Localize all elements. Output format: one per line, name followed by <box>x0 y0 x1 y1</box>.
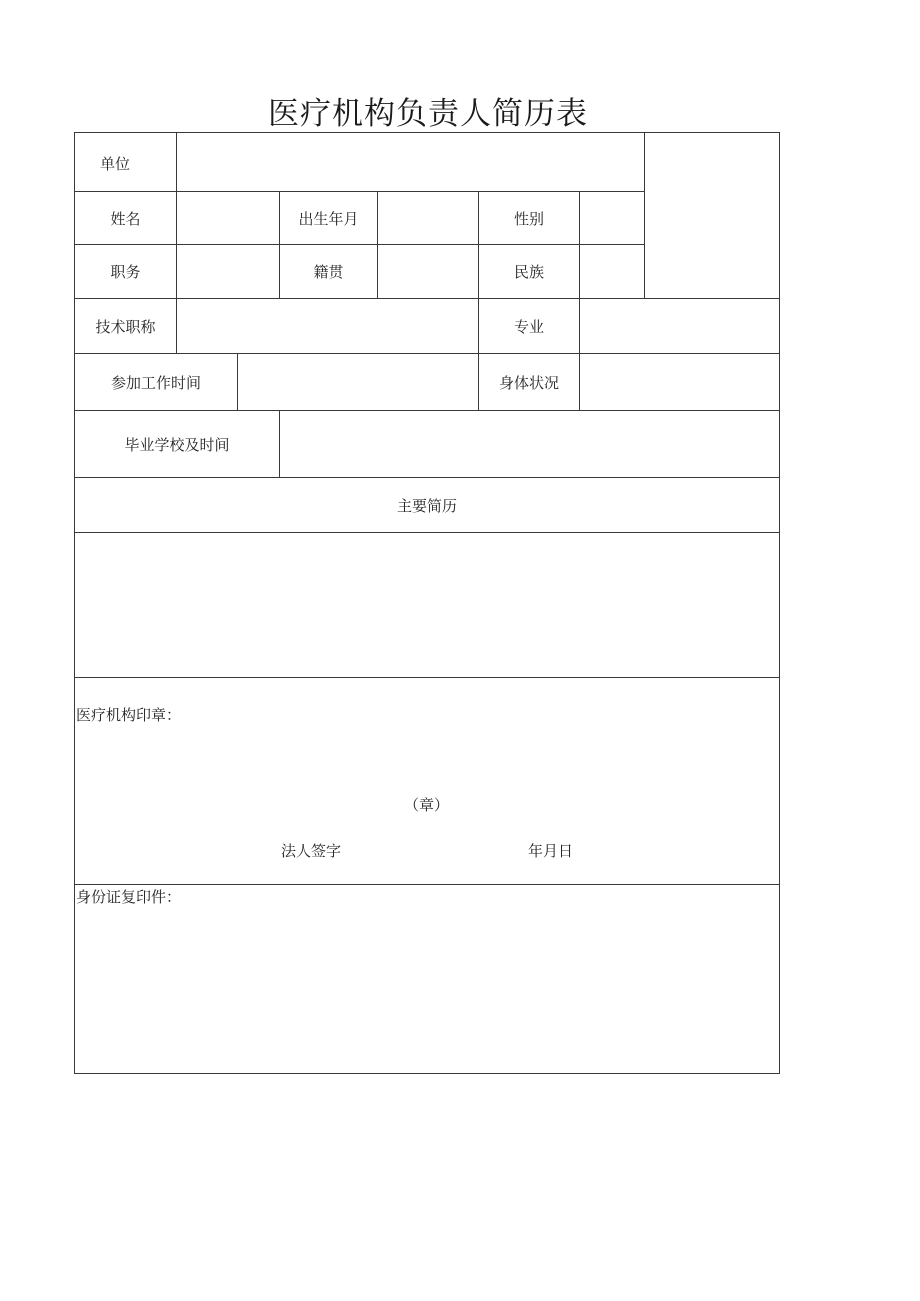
stamp-mark: （章） <box>404 796 450 814</box>
school-field[interactable] <box>280 411 779 477</box>
photo-area[interactable] <box>645 133 779 298</box>
tech-title-field[interactable] <box>177 299 478 353</box>
tech-title-label: 技术职称 <box>95 317 156 336</box>
date-label: 年月日 <box>528 842 574 860</box>
ethnicity-label: 民族 <box>513 263 544 281</box>
page-title: 医疗机构负责人简历表 <box>268 96 588 132</box>
stamp-label: 医疗机构印章： <box>76 706 182 724</box>
resume-header: 主要简历 <box>396 496 457 515</box>
native-place-field[interactable] <box>378 245 478 298</box>
position-field[interactable] <box>177 245 279 298</box>
major-label: 专业 <box>513 317 544 336</box>
gender-label: 性别 <box>513 209 544 228</box>
legal-sign-label: 法人签字 <box>281 842 342 860</box>
name-field[interactable] <box>177 192 279 244</box>
stamp-area[interactable] <box>75 678 779 884</box>
table-border-bottom <box>74 1073 780 1074</box>
birth-field[interactable] <box>378 192 478 244</box>
unit-field[interactable] <box>177 133 644 191</box>
gender-field[interactable] <box>580 192 644 244</box>
work-start-label: 参加工作时间 <box>110 373 201 392</box>
resume-field[interactable] <box>75 533 779 677</box>
native-place-label: 籍贯 <box>313 263 344 281</box>
table-border-right <box>779 132 780 1074</box>
health-field[interactable] <box>580 354 779 410</box>
birth-label: 出生年月 <box>298 209 359 228</box>
name-label: 姓名 <box>110 209 141 228</box>
major-field[interactable] <box>580 299 779 353</box>
unit-label: 单位 <box>100 155 131 173</box>
health-label: 身体状况 <box>498 373 559 392</box>
school-label: 毕业学校及时间 <box>124 435 230 454</box>
work-start-field[interactable] <box>238 354 478 410</box>
position-label: 职务 <box>110 263 141 281</box>
id-copy-area[interactable] <box>75 885 779 1073</box>
ethnicity-field[interactable] <box>580 245 644 298</box>
id-copy-label: 身份证复印件： <box>76 888 182 906</box>
